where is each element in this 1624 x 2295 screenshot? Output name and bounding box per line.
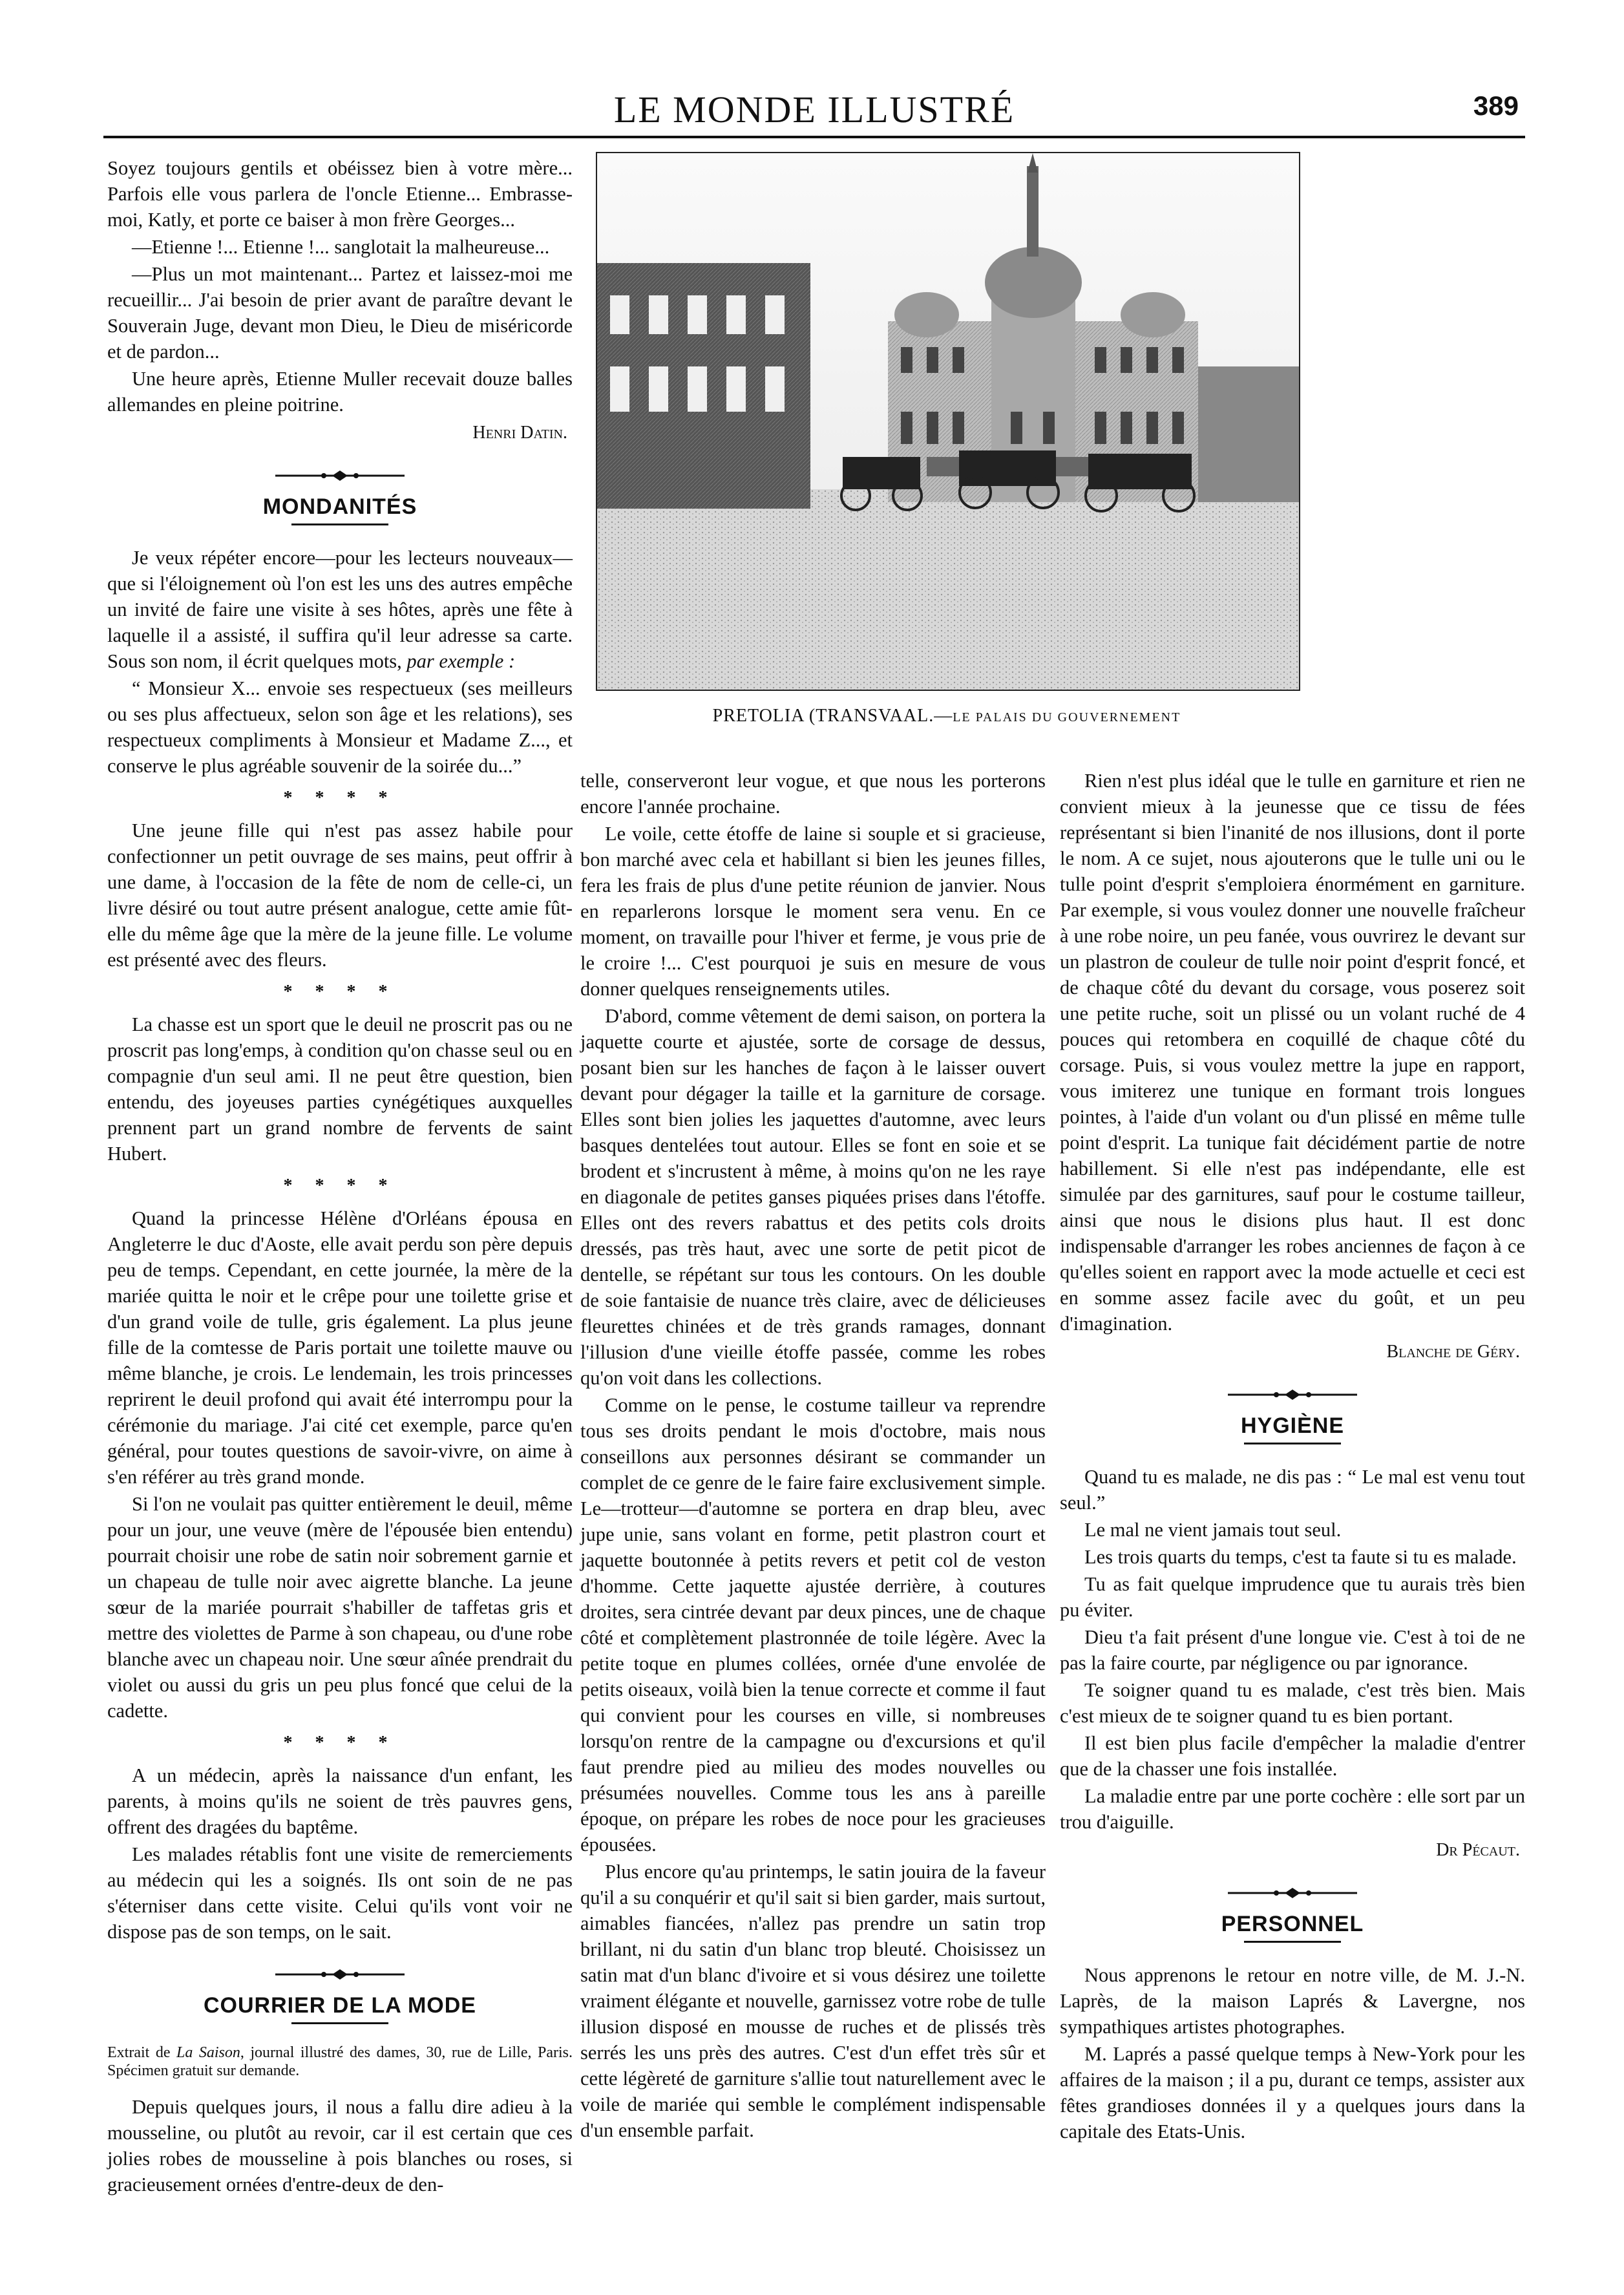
article-paragraph: Le voile, cette étoffe de laine si souple et si gracieuse, bon marché avec cela et habillant si bien les jeunes filles, fera les frais de plus d'une petite réunion de janvier. Nous en reparlerons lorsque le moment sera venu. En ce moment, on travaille pour l'hiver et ferme, je vous prie de le croire !... C'est pourquoi je suis en mesure de vous donner quelques renseignements utiles. [580, 823, 1046, 1000]
article-paragraph: Depuis quelques jours, il nous a fallu dire adieu à la mousseline, ou plutôt au revoir, car il est certain que ces jolies robes de mousseline à pois blanches ou roses, si gracieusement ornées d'entre-deux de den- [107, 2096, 573, 2195]
article-paragraph: Il est bien plus facile d'empêcher la maladie d'entrer que de la chasser une fois installée. [1060, 1732, 1525, 1780]
section-stars: * * * * [283, 1176, 397, 1196]
author-signature: Dr Pécaut. [1436, 1840, 1520, 1860]
article-paragraph: Je veux répéter encore—pour les lecteurs nouveaux—que si l'éloignement où l'on est les uns des autres empêche un invité de faire une visite à ses hôtes, après une fête à laquelle il a assisté, il suffira qu'il leur adresse sa carte. Sous son nom, il écrit quelques mots, par exemple : [107, 547, 573, 672]
story-ending-paragraph: Une heure après, Etienne Muller recevait douze balles allemandes en pleine poitrine. [107, 368, 573, 416]
heading-rule [291, 2022, 388, 2024]
story-ending-paragraph: Soyez toujours gentils et obéissez bien à votre mère... Parfois elle vous parlera de l'oncle Etienne... Embrasse-moi, Katly, et porte ce baiser à mon frère Georges... [107, 157, 573, 231]
article-paragraph: Plus encore qu'au printemps, le satin jouira de la faveur qu'il a su conquérir et qu'il sait si bien garder, mais surtout, aimables fiancées, n'allez pas prendre un satin trop brillant, ni du satin d'un blanc trop bleuté. Choisissez un satin mat d'un blanc d'ivoire et si vous désirez une toilette vraiment élégante et nouvelle, garnissez votre robe de tulle illusion disposé en mousse de ruches et de plissés très serrés les uns près des autres. C'est d'un effet très sûr et cette légèreté de garniture s'allie tout naturellement avec le voile de mariée qui semble le complément indispensable d'un ensemble parfait. [580, 1861, 1046, 2141]
column-right [1060, 768, 1525, 2144]
engraving-pretoria-government-palace [596, 152, 1300, 691]
section-heading-mondanites: MONDANITÉS [262, 494, 417, 519]
section-heading-hygiene: HYGIÈNE [1240, 1413, 1345, 1438]
column-left [107, 155, 573, 2197]
article-paragraph: Rien n'est plus idéal que le tulle en garniture et rien ne convient mieux à la jeunesse que ce tissu de fées représentant si bien l'inanité de nos illusions, dont il porte le nom. A ce sujet, nous ajouterons que le tulle uni ou le tulle point d'esprit s'emploiera énormément en garniture. Par exemple, si vous voulez donner une nouvelle fraîcheur à une robe noire, un peu fanée, vous ouvrirez le devant sur un plastron de couleur de tulle noir point d'esprit foncé, et de chaque côté du devant du corsage, vous poserez soit une petite ruche, soit un plissé ou un volant ruché de 4 pouces qui retombera en coquillé de chaque côté du corsage. Puis, si vous voulez mettre la jupe en rapport, vous imiterez une tunique en formant trois longues pointes, à l'aide d'un volant ou d'un plissé en même tulle point d'esprit. La tunique fait décidément partie de notre habillement. Si elle n'est pas indépendante, elle est simulée par des garnitures, sauf pour le costume tailleur, ainsi que nous le disions plus haut. Il est donc indispensable d'arranger les robes anciennes de façon à ce qu'elles soient en rapport avec la mode actuelle et ceci est en somme assez facile avec du goût, et un peu d'imagination. [1060, 770, 1525, 1335]
article-paragraph: Tu as fait quelque imprudence que tu aurais très bien pu éviter. [1060, 1573, 1525, 1621]
article-paragraph: A un médecin, après la naissance d'un enfant, les parents, à moins qu'ils ne soient de très pauvres gens, offrent des dragées du baptême. [107, 1764, 573, 1838]
article-paragraph: “ Monsieur X... envoie ses respectueux (ses meilleurs ou ses plus affectueux, selon son âge et les relations), ses respectueux compliments à Monsieur et Madame Z..., et conserve le plus agréable souvenir de la soirée du...” [107, 677, 573, 777]
article-paragraph: Dieu t'a fait présent d'une longue vie. C'est à toi de ne pas la faire courte, par négligence ou par ignorance. [1060, 1626, 1525, 1674]
section-heading-courrier: COURRIER DE LA MODE [204, 1993, 476, 2018]
author-signature: Blanche de Géry. [1386, 1342, 1520, 1362]
story-ending-paragraph: —Etienne !... Etienne !... sanglotait la malheureuse... [132, 236, 550, 258]
heading-rule [1244, 1941, 1341, 1943]
newspaper-title: LE MONDE ILLUSTRÉ [613, 89, 1015, 131]
article-paragraph: Le mal ne vient jamais tout seul. [1084, 1519, 1342, 1541]
column-middle [580, 768, 1046, 2143]
masthead [103, 84, 1525, 138]
divider-ornament [269, 1968, 411, 1981]
article-paragraph: Nous apprenons le retour en notre ville, de M. J.-N. Laprès, de la maison Laprés & Lavergne, nos sympathiques artistes photographes. [1060, 1964, 1525, 2038]
article-paragraph: Comme on le pense, le costume tailleur va reprendre tous ses droits pendant le mois d'octobre, mais nous conseillons aux personnes désirant se commander un complet de ce genre de le faire faire exclusivement simple. Le—trotteur—d'automne se portera en drap bleu, avec jupe unie, sans volant en forme, petit plastron court et jaquette boutonnée à petits revers et petit col de veston d'homme. Cette jaquette ajustée derrière, à coutures droites, sera cintrée devant par deux pinces, une de chaque côté et complètement plastronnée de toile légère. Avec la petite toque en plumes collées, ornée d'une envolée de petits oiseaux, voilà bien la tenue correcte et comme il faut qui convient pour les courses en ville, si nombreuses lorsqu'on rentre de la campagne ou d'excursions et qu'il faut prendre pied au milieu des modes nouvelles ou présumées nouvelles. Comme tous les ans à pareille époque, on prépare les robes de noce pour les gracieuses épousées. [580, 1394, 1046, 1856]
article-paragraph: Si l'on ne voulait pas quitter entièrement le deuil, même pour un jour, une veuve (mère de l'épousée bien entendu) pourrait choisir une robe de satin noir sobrement garnie et un chapeau de tulle noir avec aigrette blanche. La jeune sœur de la mariée pourrait s'habiller de taffetas gris et mettre des violettes de Parme à son chapeau, ou d'une robe blanche avec un chapeau noir. Une sœur aînée prendrait du violet ou aussi du gris un peu plus foncé que celui de la cadette. [107, 1493, 573, 1722]
section-stars: * * * * [283, 982, 397, 1002]
article-paragraph: Les trois quarts du temps, c'est ta faute si tu es malade. [1084, 1546, 1517, 1568]
section-heading-personnel: PERSONNEL [1221, 1912, 1364, 1936]
divider-ornament [1221, 1388, 1364, 1401]
article-paragraph: Te soigner quand tu es malade, c'est très bien. Mais c'est mieux de te soigner quand tu es bien portant. [1060, 1679, 1525, 1727]
article-paragraph: telle, conserveront leur vogue, et que nous les porterons encore l'année prochaine. [580, 770, 1046, 818]
article-paragraph: M. Laprés a passé quelque temps à New-York pour les affaires de la maison ; il a pu, durant ce temps, assister aux fêtes grandioses données il y a quelques jours dans la capitale des Etats-Unis. [1060, 2043, 1525, 2142]
article-paragraph: La maladie entre par une porte cochère : elle sort par un trou d'aiguille. [1060, 1785, 1525, 1833]
section-stars: * * * * [283, 1733, 397, 1753]
article-paragraph: Les malades rétablis font une visite de remerciements au médecin qui les a soignés. Ils ont soin de ne pas s'éterniser dans cette visite. Celui qu'ils vont voir ne dispose pas de son temps, on le sait. [107, 1843, 573, 1943]
article-paragraph: Quand tu es malade, ne dis pas : “ Le mal est venu tout seul.” [1060, 1466, 1525, 1514]
article-paragraph: D'abord, comme vêtement de demi saison, on portera la jaquette courte et ajustée, sorte de corsage de dessus, posant bien sur les hanches de façon à le laisser ouvert devant pour dégager la taille et la garniture de corsage. Elles sont bien jolies les jaquettes d'automne, avec leurs basques dentelées tout autour. Elles se font en soie et se brodent et s'incrustent à même, à moins qu'on ne les raye en diagonale de petites ganses piquées prises dans l'étoffe. Elles ont des revers rabattus et des petits cols droits dressés, pas très haut, avec une sorte de petit picot de dentelle, se répétant sur tous les contours. On les double de soie fantaisie de nuance très claire, avec de délicieuses fleurettes chinées et de très grands ramages, donnant l'illusion d'une vieille étoffe passée, comme les robes qu'on voit dans les collections. [580, 1005, 1046, 1389]
article-paragraph: Une jeune fille qui n'est pas assez habile pour confectionner un petit ouvrage de ses mains, peut offrir à une dame, à l'occasion de la fête de nom de celle-ci, un livre désiré ou tout autre présent analogue, cette amie fût-elle du même âge que la mère de la jeune fille. Le volume est présenté avec des fleurs. [107, 820, 573, 971]
section-stars: * * * * [283, 788, 397, 808]
heading-rule [1244, 1443, 1341, 1444]
divider-ornament [1221, 1887, 1364, 1899]
page-number: 389 [1473, 90, 1519, 121]
article-paragraph: La chasse est un sport que le deuil ne proscrit pas ou ne proscrit pas long'emps, à condition qu'on chasse seul ou en compagnie d'un seul ami. Il ne peut être question, bien entendu, des joyeuses parties cynégétiques auxquelles prennent part un grand nombre de fervents de saint Hubert. [107, 1013, 573, 1165]
article-paragraph: Quand la princesse Hélène d'Orléans épousa en Angleterre le duc d'Aoste, elle avait perdu son père depuis peu de temps. Cependant, en cette journée, la mère de la mariée quitta le noir et le crêpe pour une toilette grise et d'un grand voile de tulle, gris également. La plus jeune fille de la comtesse de Paris portait une toilette mauve ou même blanche, je crois. Le lendemain, les trois princesses reprirent le deuil profond qui avait été interrompu pour la cérémonie du mariage. J'ai cité cet exemple, parce qu'en général, pour toutes questions de savoir-vivre, on aime à s'en référer au très grand monde. [107, 1207, 573, 1488]
author-signature: Henri Datin. [472, 423, 567, 443]
heading-rule [291, 524, 388, 525]
story-ending-paragraph: —Plus un mot maintenant... Partez et laissez-moi me recueillir... J'ai besoin de prier avant de paraître devant le Souverain Juge, devant mon Dieu, le Dieu de miséricorde et de pardon... [107, 263, 573, 363]
divider-ornament [269, 469, 411, 482]
source-note: Extrait de La Saison, journal illustré des dames, 30, rue de Lille, Paris. Spécimen gratuit sur demande. [107, 2044, 573, 2079]
engraving-illustration [597, 153, 1299, 690]
illustration-caption: PRETOLIA (TRANSVAAL.—LE PALAIS DU GOUVERNEMENT [712, 706, 1181, 726]
